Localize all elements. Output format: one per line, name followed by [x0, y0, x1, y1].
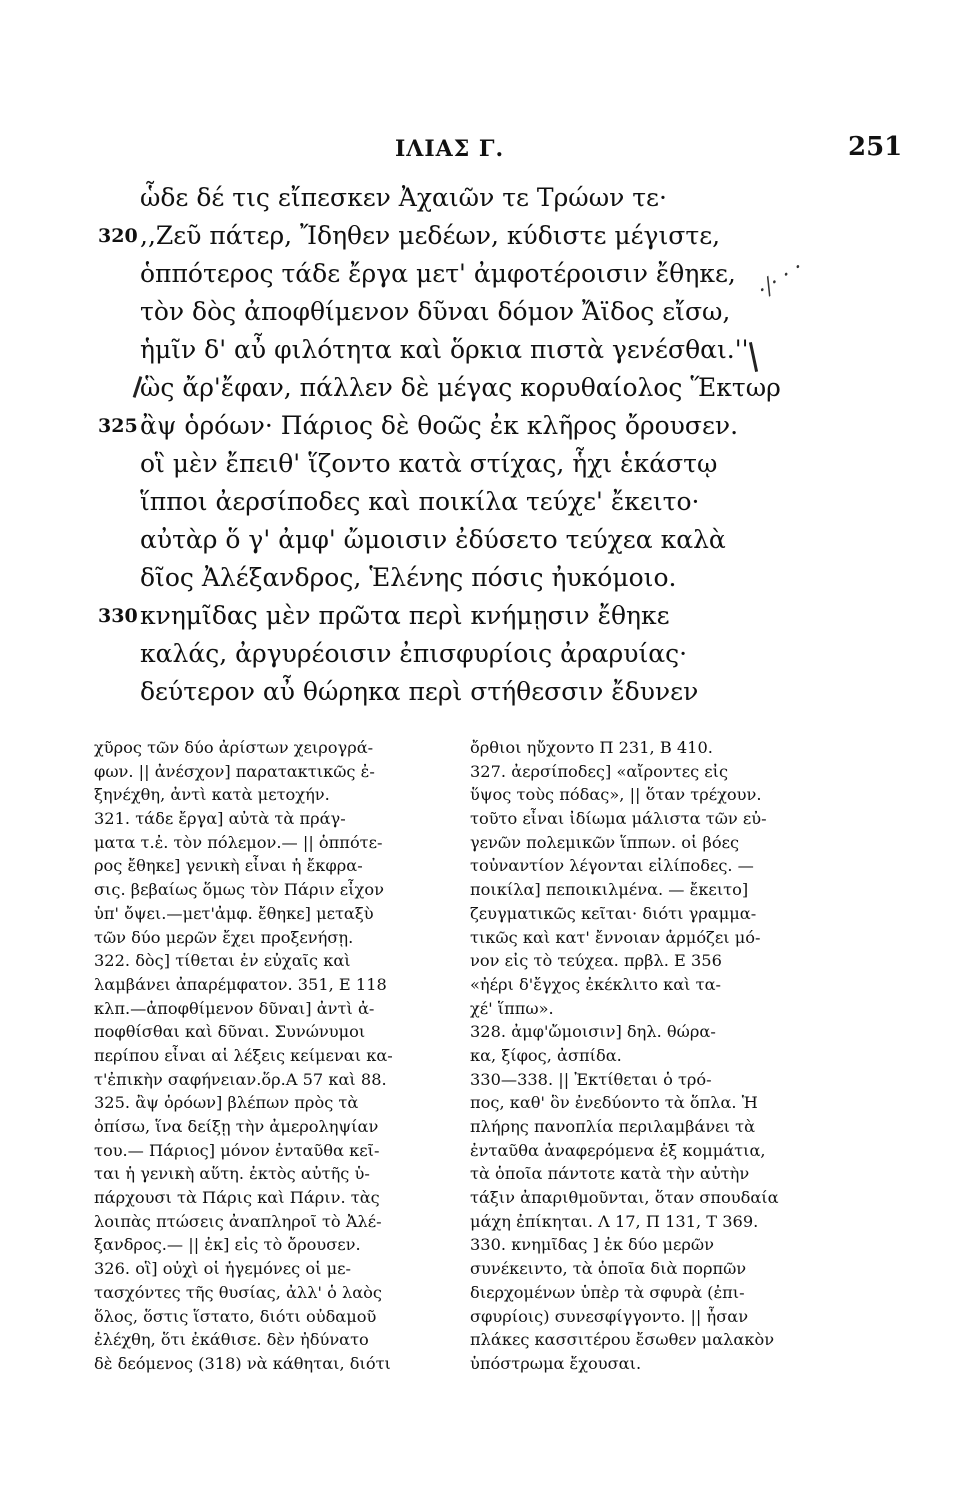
- commentary-line: 328. ἀμφ'ὤμοισιν] δηλ. θώρα-: [470, 1022, 716, 1042]
- page-number: 251: [848, 132, 903, 162]
- commentary-line: σφυρίοις) συνεσφίγγοντο. || ἦσαν: [470, 1306, 749, 1326]
- commentary-line: 325. ἂψ ὁρόων] βλέπων πρὸς τὰ: [94, 1093, 359, 1113]
- line-number: 320: [98, 225, 138, 247]
- commentary-line: μάχη ἐπίκηται. Λ 17, Π 131, Τ 369.: [470, 1211, 759, 1231]
- commentary-line: τάξιν ἀπαριθμοῦνται, ὅταν σπουδαία: [470, 1188, 779, 1208]
- verse-line: ὣς ἄρ'ἔφαν, πάλλεν δὲ μέγας κορυθαίολος Ἕκτωρ: [140, 373, 781, 402]
- verse-line: ἵπποι ἀερσίποδες καὶ ποικίλα τεύχε' ἔκειτο·: [140, 487, 700, 516]
- verse-line: αὐτὰρ ὅ γ' ἀμφ' ὤμοισιν ἐδύσετο τεύχεα καλὰ: [140, 525, 726, 554]
- commentary-line: πλήρης πανοπλία περιλαμβάνει τὰ: [470, 1117, 755, 1136]
- commentary-line: δὲ δεόμενος (318) νὰ κάθηται, διότι: [94, 1353, 391, 1373]
- commentary-line: ἐνταῦθα ἀναφερόμενα ἐξ κομμάτια,: [470, 1140, 766, 1160]
- line-number: 330: [98, 605, 138, 627]
- running-title: ΙΛΙΑΣ Γ.: [395, 136, 505, 162]
- commentary-line: τῶν δύο μερῶν ἔχει προξενήσῃ.: [94, 927, 354, 947]
- commentary-line: ποικίλα] πεποικιλμένα. — ἔκειτο]: [470, 880, 749, 900]
- commentary-line: ὕψος τοὺς πόδας», || ὅταν τρέχουν.: [470, 785, 762, 805]
- commentary-left-column: [94, 736, 436, 1376]
- commentary-line: ὄρθιοι ηὔχοντο Π 231, Β 410.: [470, 738, 713, 757]
- commentary-line: πλάκες κασσιτέρου ἔσωθεν μαλακὸν: [470, 1330, 775, 1350]
- commentary-line: ματα τ.ἐ. τὸν πόλεμον.— || ὁππότε-: [94, 832, 383, 852]
- commentary-line: ὑπόστρωμα ἔχουσαι.: [470, 1353, 642, 1373]
- commentary-line: ξανδρος.— || ἐκ] εἰς τὸ ὄρουσεν.: [94, 1235, 361, 1255]
- commentary-line: τοῦτο εἶναι ἰδίωμα μάλιστα τῶν εὐ-: [470, 809, 767, 829]
- verse-line: κνημῖδας μὲν πρῶτα περὶ κνήμῃσιν ἔθηκε: [140, 601, 670, 630]
- verse-line: καλάς, ἀργυρέοισιν ἐπισφυρίοις ἀραρυίας·: [140, 639, 688, 668]
- margin-mark: [749, 342, 758, 372]
- line-number: 325: [98, 415, 138, 437]
- commentary-right-column: [470, 736, 792, 1376]
- commentary-line: ἐλέχθη, ὅτι ἐκάθισε. δὲν ἠδύνατο: [94, 1330, 369, 1350]
- verse-line: δῖος Ἀλέξανδρος, Ἑλένης πόσις ἠυκόμοιο.: [140, 563, 677, 592]
- commentary-line: 322. δὸς] τίθεται ἐν εὐχαῖς καὶ: [94, 951, 351, 971]
- commentary-line: γενῶν πολεμικῶν ἵππων. οἱ βόες: [470, 832, 740, 852]
- commentary-line: ὑπ' ὄψει.—μετ'ἀμφ. ἔθηκε] μεταξὺ: [94, 903, 374, 923]
- commentary-line: ὀπίσω, ἵνα δείξῃ τὴν ἀμεροληψίαν: [94, 1117, 379, 1136]
- verse-line: ὁππότερος τάδε ἔργα μετ' ἀμφοτέροισιν ἔθηκε,: [140, 259, 736, 288]
- commentary-line: φων. || ἀνέσχον] παρατακτικῶς ἐ-: [94, 761, 375, 781]
- commentary-line: χέ' ἵππω».: [470, 998, 554, 1018]
- commentary-line: κλπ.—ἀποφθίμενον δῦναι] ἀντὶ ἀ-: [94, 998, 375, 1018]
- commentary-line: ὅλος, ὅστις ἵστατο, διότι οὐδαμοῦ: [94, 1306, 377, 1326]
- commentary-line: ρος ἔθηκε] γενικὴ εἶναι ἡ ἔκφρα-: [94, 856, 363, 876]
- commentary-line: 330. κνημῖδας ] ἐκ δύο μερῶν: [470, 1235, 714, 1255]
- margin-annotation: ·/· · ·: [753, 255, 809, 303]
- commentary-line: χῦρος τῶν δύο ἀρίστων χειρογρά-: [94, 738, 374, 757]
- commentary-line: περίπου εἶναι αἱ λέξεις κείμεναι κα-: [94, 1045, 393, 1065]
- commentary-line: συνέκειντο, τὰ ὁποῖα διὰ πορπῶν: [470, 1259, 747, 1279]
- verse-line: ἂψ ὁρόων· Πάριος δὲ θοῶς ἐκ κλῆρος ὄρουσεν.: [140, 411, 739, 440]
- commentary-line: ποφθίσθαι καὶ δῦναι. Συνώνυμοι: [94, 1022, 366, 1042]
- commentary-line: τασχόντες τῆς θυσίας, ἀλλ' ὁ λαὸς: [94, 1282, 382, 1302]
- commentary-line: τικῶς καὶ κατ' ἔννοιαν ἁρμόζει μό-: [470, 927, 761, 947]
- verse-line: ἡμῖν δ' αὖ φιλότητα καὶ ὅρκια πιστὰ γενέσθαι.'': [140, 335, 749, 364]
- verse-line: δεύτερον αὖ θώρηκα περὶ στήθεσσιν ἔδυνεν: [140, 677, 699, 706]
- verse-line: οἳ μὲν ἔπειθ' ἵζοντο κατὰ στίχας, ἧχι ἑκάστῳ: [140, 449, 718, 478]
- commentary-line: ξηνέχθη, ἀντὶ κατὰ μετοχήν.: [94, 785, 330, 805]
- commentary-line: σις. βεβαίως ὅμως τὸν Πάριν εἶχον: [94, 880, 384, 900]
- commentary-line: τὰ ὁποῖα πάντοτε κατὰ τὴν αὐτὴν: [470, 1164, 750, 1184]
- commentary-line: του.— Πάριος] μόνον ἐνταῦθα κεῖ-: [94, 1140, 380, 1160]
- commentary-line: τ'ἐπικὴν σαφήνειαν.ὅρ.Α 57 καὶ 88.: [94, 1069, 387, 1089]
- commentary-line: ται ἡ γενικὴ αὕτη. ἐκτὸς αὐτῆς ὑ-: [94, 1164, 370, 1184]
- commentary-line: λαμβάνει ἀπαρέμφατον. 351, Ε 118: [94, 974, 387, 994]
- commentary-line: 330—338. || Ἐκτίθεται ὁ τρό-: [470, 1069, 712, 1089]
- commentary-line: πάρχουσι τὰ Πάρις καὶ Πάριν. τὰς: [94, 1188, 380, 1208]
- commentary-line: πος, καθ' ὃν ἐνεδύοντο τὰ ὅπλα. Ἡ: [470, 1093, 758, 1113]
- commentary-line: 326. οἳ] οὐχὶ οἱ ἡγεμόνες οἱ με-: [94, 1259, 351, 1279]
- verse-line: τὸν δὸς ἀποφθίμενον δῦναι δόμον Ἄϊδος εἴσω,: [140, 297, 731, 326]
- commentary-line: νον εἰς τὸ τεύχεα. πρβλ. Ε 356: [470, 951, 722, 971]
- commentary-line: λοιπὰς πτώσεις ἀναπληροῖ τὸ Ἀλέ-: [94, 1211, 382, 1231]
- commentary-line: «ἠέρι δ'ἔγχος ἐκέκλιτο καὶ τα-: [470, 974, 721, 994]
- verse-line: ,,Ζεῦ πάτερ, Ἴδηθεν μεδέων, κύδιστε μέγιστε,: [140, 221, 721, 250]
- commentary-line: ζευγματικῶς κεῖται· διότι γραμμα-: [470, 903, 757, 923]
- verse-line: ὧδε δέ τις εἴπεσκεν Ἀχαιῶν τε Τρώων τε·: [140, 183, 667, 212]
- commentary-line: 321. τάδε ἔργα] αὐτὰ τὰ πράγ-: [94, 809, 346, 829]
- commentary-line: κα, ξίφος, ἀσπίδα.: [470, 1045, 622, 1065]
- commentary-line: τοὐναντίον λέγονται εἰλίποδες. —: [470, 856, 754, 876]
- commentary-line: διερχομένων ὑπὲρ τὰ σφυρὰ (ἐπι-: [470, 1282, 745, 1302]
- commentary-line: 327. ἀερσίποδες] «αἴροντες εἰς: [470, 761, 729, 781]
